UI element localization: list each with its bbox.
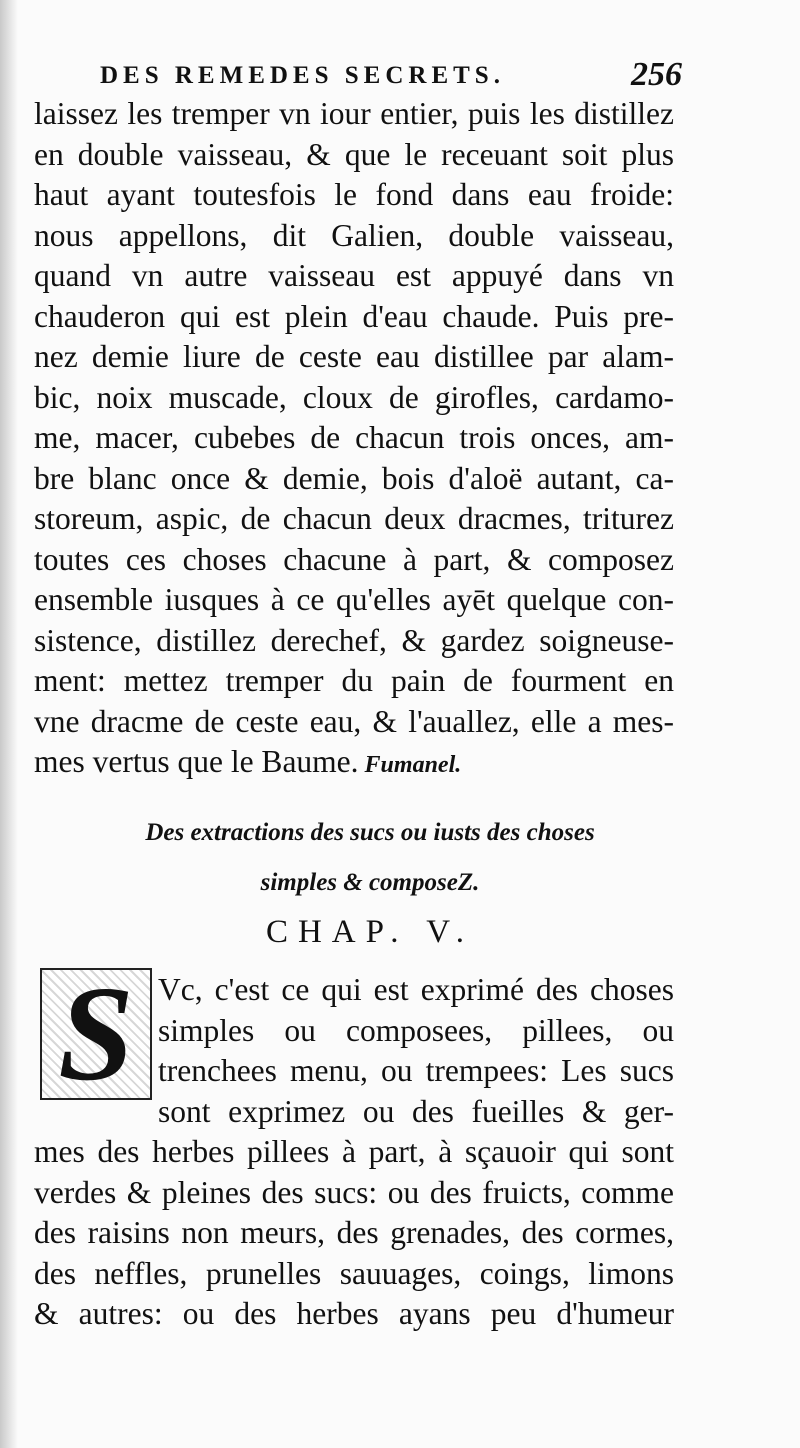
text-line: storeum, aspic, de chacun deux dracmes, triturez xyxy=(34,501,674,536)
text-line: des raisins non meurs, des grenades, des cormes, xyxy=(34,1215,674,1250)
text-line: haut ayant toutesfois le fond dans eau froide: xyxy=(34,177,674,212)
text-line: verdes & pleines des sucs: ou des fruicts, comme xyxy=(34,1174,674,1210)
author-citation: Fumanel. xyxy=(364,752,462,778)
text-line: bic, noix muscade, cloux de girofles, cardamo- xyxy=(34,379,674,415)
text-line: nous appellons, dit Galien, double vaisseau, xyxy=(34,217,674,253)
text-line-content: mes vertus que le Baume. xyxy=(34,744,359,779)
text-line: en double vaisseau, & que le receuant soit plus xyxy=(34,136,674,172)
chapter-title xyxy=(60,808,680,908)
text-line: simples ou composees, pillees, ou xyxy=(158,1012,674,1048)
text-line: vne dracme de ceste eau, & l'auallez, elle a mes- xyxy=(34,703,674,739)
second-paragraph xyxy=(34,970,674,1335)
text-line: quand vn autre vaisseau est appuyé dans vn xyxy=(34,258,674,293)
decorated-initial-letter: S xyxy=(58,968,134,1100)
text-line: laissez les tremper vn iour entier, puis les distillez xyxy=(34,96,674,131)
chapter-title-line: Des extractions des sucs ou iusts des choses xyxy=(145,819,595,846)
text-line-last xyxy=(34,742,674,783)
running-head: DES REMEDES SECRETS. xyxy=(100,62,505,89)
text-line: toutes ces choses chacune à part, & composez xyxy=(34,541,674,577)
chapter-title-line: simples & composeZ. xyxy=(260,869,480,896)
chapter-heading: CHAP. V. xyxy=(265,914,475,950)
text-line: des neffles, prunelles sauuages, coings, limons xyxy=(34,1255,674,1291)
text-line: sistence, distillez derechef, & gardez soigneuse- xyxy=(34,622,674,658)
text-line: trenchees menu, ou trempees: Les sucs xyxy=(158,1053,674,1088)
top-paragraph xyxy=(34,94,674,783)
text-line: & autres: ou des herbes ayans peu d'humeur xyxy=(34,1296,674,1331)
text-line: bre blanc once & demie, bois d'aloë autant, ca- xyxy=(34,460,674,496)
text-line: Vc, c'est ce qui est exprimé des choses xyxy=(158,972,674,1007)
text-line: nez demie liure de ceste eau distillee par alam- xyxy=(34,339,674,374)
text-line: mes des herbes pillees à part, à sçauoir qui sont xyxy=(34,1134,674,1169)
text-line: sont exprimez ou des fueilles & ger- xyxy=(158,1093,674,1129)
text-line: me, macer, cubebes de chacun trois onces, am- xyxy=(34,420,674,455)
text-line: chauderon qui est plein d'eau chaude. Puis pre- xyxy=(34,298,674,334)
page-number: 256 xyxy=(631,56,682,93)
text-line: ment: mettez tremper du pain de fourment en xyxy=(34,663,674,698)
text-line: ensemble iusques à ce qu'elles ayēt quelque con- xyxy=(34,582,674,617)
